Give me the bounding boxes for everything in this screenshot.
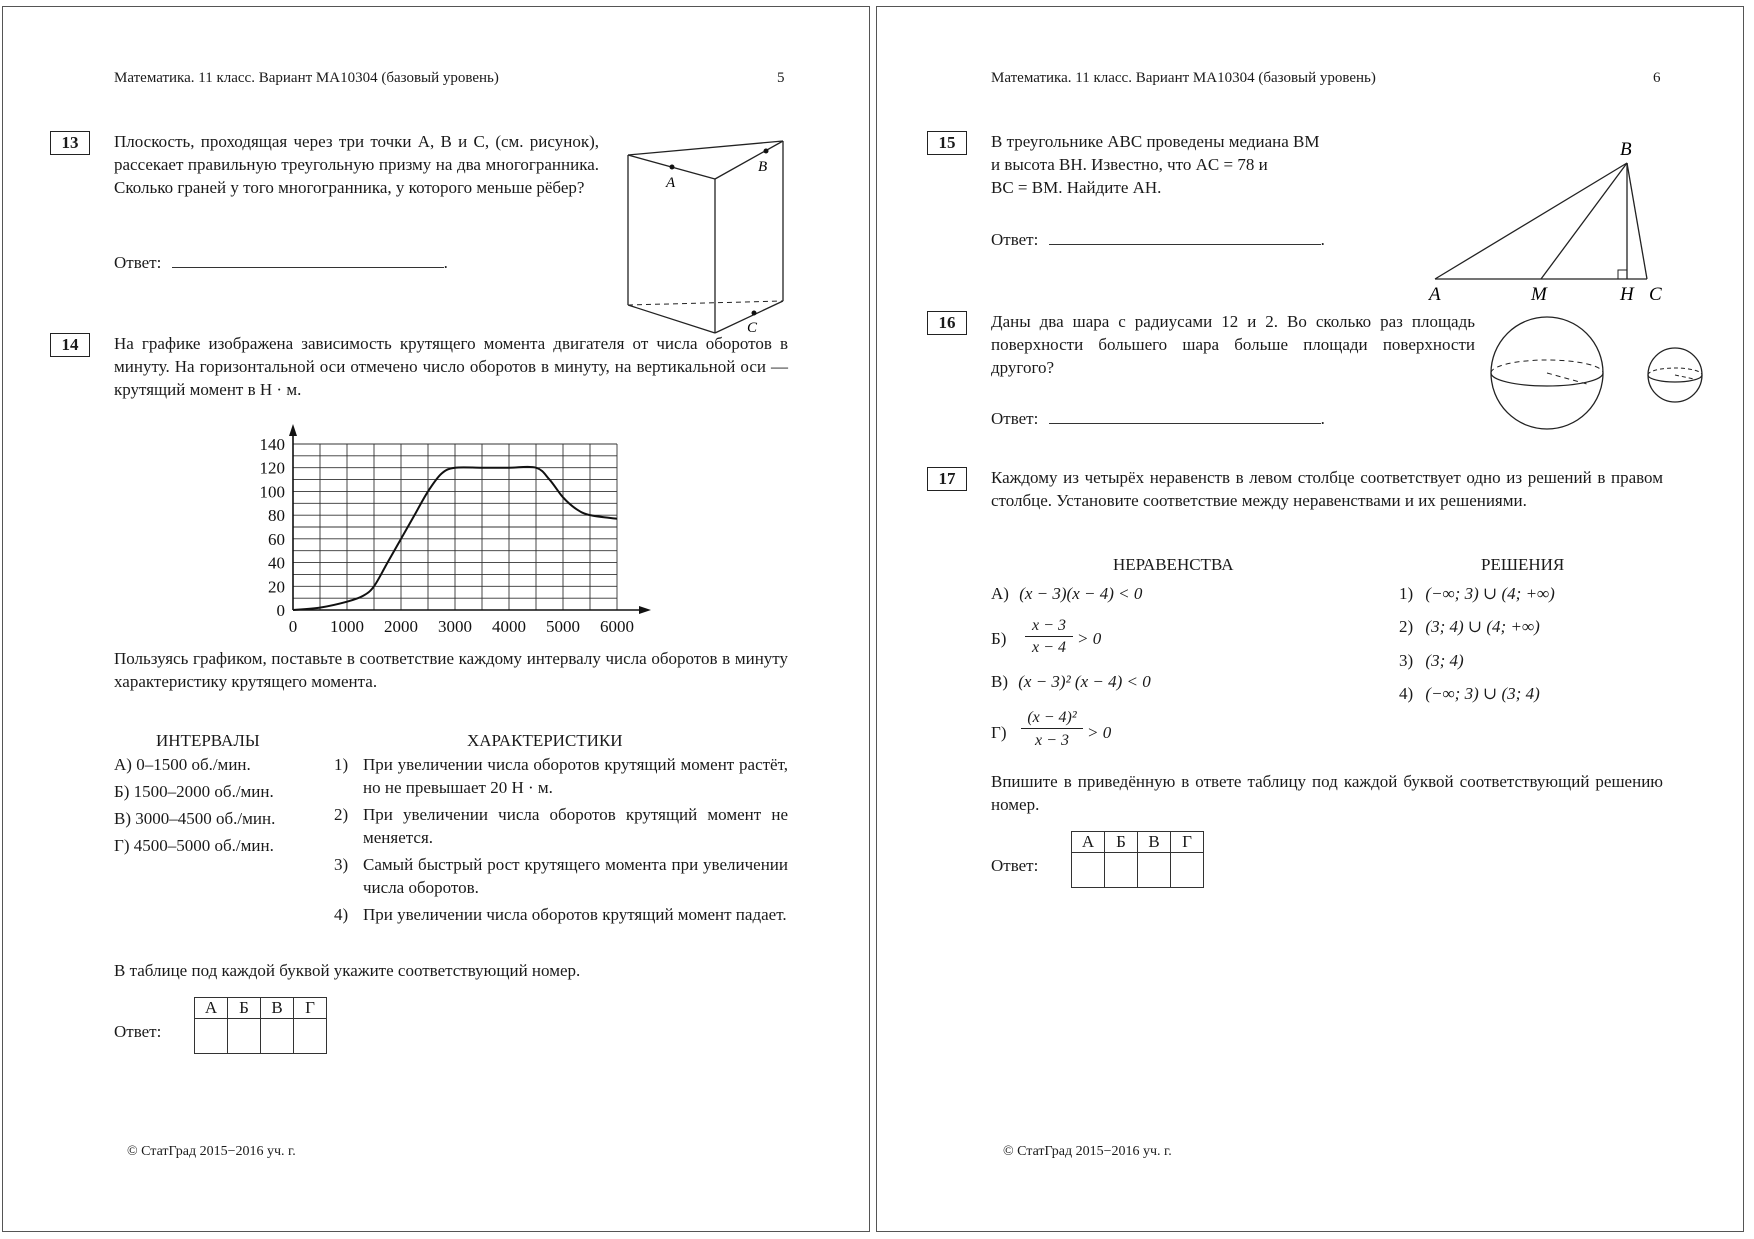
q17-answer-table (1071, 831, 1204, 888)
answer-label: Ответ: (114, 253, 162, 272)
page-left (2, 6, 870, 1232)
page-right (876, 6, 1744, 1232)
q13-answer: Ответ: . (114, 253, 448, 272)
y-axis-arrow (289, 424, 297, 436)
solution-4 (1399, 682, 1540, 705)
table-header-b: Б (228, 998, 261, 1019)
characteristics-title: ХАРАКТЕРИСТИКИ (467, 731, 623, 750)
label-c: C (747, 320, 758, 336)
q15-answer-field[interactable] (1049, 228, 1321, 245)
intervals-title: ИНТЕРВАЛЫ (156, 731, 260, 750)
char-num-4: 4) (334, 905, 349, 924)
table-header-b: Б (1105, 832, 1138, 853)
prism-edge (628, 141, 783, 155)
fraction-denominator: x − 4 (1032, 639, 1066, 656)
question-number-15: 15 (927, 131, 967, 155)
spheres-figure (1489, 307, 1713, 431)
large-sphere-equator-hidden (1491, 360, 1603, 373)
page-header: Математика. 11 класс. Вариант МА10304 (базовый уровень) (114, 70, 499, 86)
torque-chart (225, 414, 665, 642)
inequality-expr: (x − 3)² (x − 4) < 0 (1018, 672, 1151, 691)
y-tick-label: 80 (268, 506, 285, 526)
fraction-denominator: x − 3 (1035, 732, 1069, 749)
solution-expr: (−∞; 3) ∪ (4; +∞) (1425, 584, 1555, 603)
x-tick-label: 2000 (384, 617, 418, 636)
copyright: © СтатГрад 2015−2016 уч. г. (127, 1144, 296, 1159)
table-header-a: А (1072, 832, 1105, 853)
answer-cell-c[interactable] (261, 1019, 294, 1054)
char-text-3: Самый быстрый рост крутящего момента при увеличении числа оборотов. (363, 855, 788, 897)
solution-expr: (−∞; 3) ∪ (3; 4) (1425, 684, 1540, 703)
x-tick-label: 6000 (600, 617, 634, 636)
x-tick-label: 3000 (438, 617, 472, 636)
label-a: A (666, 175, 676, 191)
question-number-14: 14 (50, 333, 90, 357)
right-angle-mark (1618, 270, 1627, 279)
answer-cell-a[interactable] (1072, 853, 1105, 888)
q15-text (991, 130, 1401, 199)
interval-a: А) 0–1500 об./мин. (114, 755, 251, 774)
page-header: Математика. 11 класс. Вариант МА10304 (базовый уровень) (991, 70, 1376, 86)
answer-cell-d[interactable] (294, 1019, 327, 1054)
solution-number: 4) (1399, 684, 1414, 703)
solution-number: 2) (1399, 617, 1414, 636)
y-tick-label: 0 (276, 601, 285, 620)
prism-edge (628, 305, 715, 333)
interval-c: В) 3000–4500 об./мин. (114, 809, 276, 828)
interval-d: Г) 4500–5000 об./мин. (114, 836, 274, 855)
q14-table-instruction: В таблице под каждой буквой укажите соответствующий номер. (114, 961, 581, 980)
q17-table-instruction: Впишите в приведённую в ответе таблицу под каждой буквой соответствующий решению номер. (991, 772, 1663, 814)
question-number-13: 13 (50, 131, 90, 155)
small-sphere-equator (1648, 375, 1702, 382)
inequality-label: Б) (991, 629, 1007, 648)
char-text-2: При увеличении числа оборотов крутящий момент не меняется. (363, 805, 788, 847)
answer-cell-d[interactable] (1171, 853, 1204, 888)
question-number-17: 17 (927, 467, 967, 491)
q17-text: Каждому из четырёх неравенств в левом столбце соответствует одно из решений в правом столбце. Установите соответствие между неравенствами и их решениями. (991, 468, 1663, 510)
table-header-a: А (195, 998, 228, 1019)
copyright: © СтатГрад 2015−2016 уч. г. (1003, 1144, 1172, 1159)
large-sphere-radius (1547, 373, 1587, 384)
inequality-relation: > 0 (1077, 629, 1102, 648)
inequalities-title: НЕРАВЕНСТВА (1113, 555, 1234, 574)
interval-b: Б) 1500–2000 об./мин. (114, 782, 274, 801)
prism-figure (618, 133, 788, 338)
solution-number: 1) (1399, 584, 1414, 603)
q15-text-line-1: В треугольнике ABC проведены медиана BM (991, 132, 1320, 151)
q15-text-line-2: и высота BH. Известно, что AC = 78 и (991, 155, 1268, 174)
inequality-a (991, 582, 1142, 605)
answer-label: Ответ: (991, 409, 1039, 428)
table-header-c: В (1138, 832, 1171, 853)
table-header-d: Г (1171, 832, 1204, 853)
fraction-numerator: (x − 4)² (1021, 707, 1083, 729)
solution-2 (1399, 615, 1540, 638)
point-a (670, 165, 675, 170)
label-c: C (1649, 284, 1662, 303)
table-header-c: В (261, 998, 294, 1019)
q16-answer-field[interactable] (1049, 407, 1321, 424)
table-header-d: Г (294, 998, 327, 1019)
q13-answer-field[interactable] (172, 251, 444, 268)
y-tick-label: 20 (268, 577, 285, 597)
q15-text-line-3: BC = BM. Найдите AH. (991, 178, 1162, 197)
x-tick-label: 5000 (546, 617, 580, 636)
inequality-expr: (x − 3)(x − 4) < 0 (1019, 584, 1143, 603)
solution-expr: (3; 4) ∪ (4; +∞) (1425, 617, 1540, 636)
answer-cell-c[interactable] (1138, 853, 1171, 888)
y-tick-label: 140 (259, 435, 285, 454)
label-b: B (1620, 139, 1632, 160)
q15-answer: Ответ: . (991, 230, 1325, 249)
char-num-3: 3) (334, 855, 349, 874)
prism-hidden-edge (628, 301, 783, 305)
triangle-figure (1427, 133, 1727, 303)
y-tick-label: 60 (268, 529, 285, 549)
point-b (764, 149, 769, 154)
answer-label: Ответ: (991, 230, 1039, 249)
q14-answer-label: Ответ: (114, 1022, 162, 1041)
x-tick-label: 1000 (330, 617, 364, 636)
q17-answer-label: Ответ: (991, 856, 1039, 875)
label-b: B (758, 159, 768, 175)
char-num-1: 1) (334, 755, 349, 774)
y-tick-label: 120 (259, 458, 285, 478)
inequality-label: А) (991, 584, 1009, 603)
solutions-title: РЕШЕНИЯ (1481, 555, 1565, 574)
q14-answer-table (194, 997, 327, 1054)
q13-question-text: Плоскость, проходящая через три точки A, B и C, (см. рисунок), рассекает правильную треугольную призму на два многогранника. Сколько граней у того многогранника, у которого меньше рёбер? (114, 132, 599, 197)
small-sphere-equator-hidden (1648, 368, 1702, 375)
page-number: 5 (777, 70, 785, 86)
label-a: A (1429, 284, 1441, 303)
triangle-side-ab (1435, 163, 1627, 279)
q14-after-chart-text: Пользуясь графиком, поставьте в соответствие каждому интервалу числа оборотов в минуту характеристику крутящего момента. (114, 649, 788, 691)
x-axis-arrow (639, 606, 651, 614)
char-text-1: При увеличении числа оборотов крутящий момент растёт, но не превышает 20 Н · м. (363, 755, 788, 797)
inequality-relation: > 0 (1087, 723, 1112, 742)
solution-1 (1399, 582, 1555, 605)
answer-cell-b[interactable] (1105, 853, 1138, 888)
solution-3 (1399, 649, 1464, 672)
answer-cell-a[interactable] (195, 1019, 228, 1054)
char-text-4: При увеличении числа оборотов крутящий момент падает. (363, 905, 787, 924)
point-c (752, 311, 757, 316)
x-tick-label: 0 (288, 617, 298, 636)
inequality-label: В) (991, 672, 1008, 691)
label-h: H (1620, 284, 1634, 303)
q14-intro-text: На графике изображена зависимость крутящего момента двигателя от числа оборотов в минуту. На горизонтальной оси отмечено число оборотов в минуту, на вертикальной оси — крутящий момент в Н · м. (114, 334, 788, 399)
inequality-c (991, 670, 1151, 693)
inequality-label: Г) (991, 723, 1007, 742)
question-number-16: 16 (927, 311, 967, 335)
small-sphere-radius (1675, 375, 1694, 379)
median-bm (1541, 163, 1627, 279)
solution-number: 3) (1399, 651, 1414, 670)
y-tick-label: 100 (259, 482, 285, 502)
q16-text: Даны два шара с радиусами 12 и 2. Во сколько раз площадь поверхности большего шара больше площади поверхности другого? (991, 312, 1475, 377)
x-tick-label: 4000 (492, 617, 526, 636)
triangle-side-bc (1627, 163, 1647, 279)
char-num-2: 2) (334, 805, 349, 824)
answer-cell-b[interactable] (228, 1019, 261, 1054)
y-tick-label: 40 (268, 553, 285, 573)
solution-expr: (3; 4) (1425, 651, 1464, 670)
fraction-numerator: x − 3 (1025, 615, 1073, 637)
page-number: 6 (1653, 70, 1661, 86)
q16-answer: Ответ: . (991, 409, 1325, 428)
label-m: M (1531, 284, 1547, 303)
